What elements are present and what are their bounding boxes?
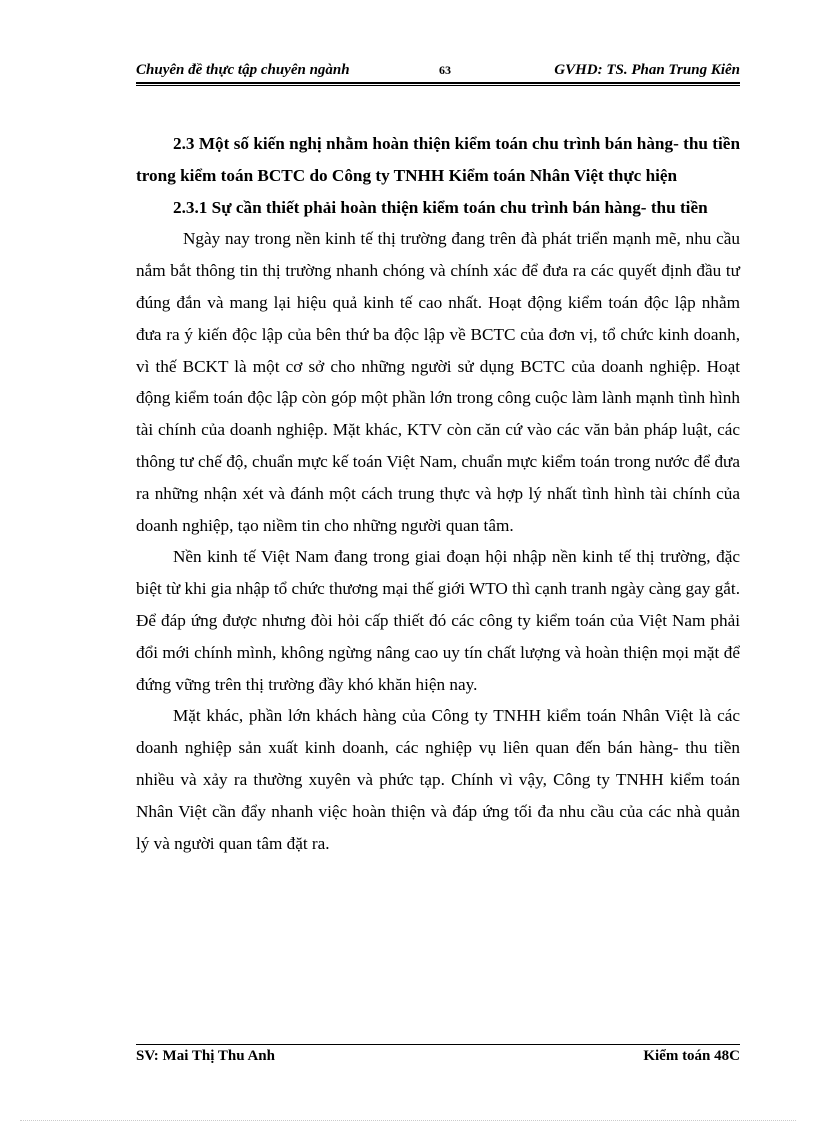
subsection-heading: 2.3.1 Sự cần thiết phải hoàn thiện kiểm toán chu trình bán hàng- thu tiền (173, 197, 708, 217)
header-supervisor: GVHD: TS. Phan Trung Kiên (554, 62, 740, 78)
header-divider-thin (136, 85, 740, 86)
footer-divider (136, 1044, 740, 1045)
page-bottom-edge (20, 1120, 796, 1121)
header-page-number: 63 (439, 63, 451, 77)
page-header (136, 60, 740, 82)
paragraph-1: Ngày nay trong nền kinh tế thị trường đang trên đà phát triển mạnh mẽ, nhu cầu nắm bắt thông tin thị trường nhanh chóng và chính xác để đưa ra các quyết định đầu tư đúng đắn và mang lại hiệu quả kinh tế cao nhất. Hoạt động kiểm toán độc lập nhằm đưa ra ý kiến độc lập của bên thứ ba độc lập về BCTC của đơn vị, tổ chức kinh doanh, vì thế BCKT là một cơ sở cho những người sử dụng BCTC của doanh nghiệp. Hoạt động kiểm toán độc lập còn góp một phần lớn trong công cuộc làm lành mạnh tình hình tài chính của doanh nghiệp. Mặt khác, KTV còn căn cứ vào các văn bản pháp luật, các thông tư chế độ, chuẩn mực kế toán Việt Nam, chuẩn mực kiểm toán trong nước để đưa ra những nhận xét và đánh một cách trung thực và hợp lý nhất tình hình tài chính của doanh nghiệp, tạo niềm tin cho những người quan tâm. (136, 229, 740, 535)
footer-class: Kiểm toán 48C (643, 1048, 740, 1064)
page-body (136, 128, 740, 859)
header-divider-thick (136, 82, 740, 84)
paragraph-2: Nền kinh tế Việt Nam đang trong giai đoạn hội nhập nền kinh tế thị trường, đặc biệt từ khi gia nhập tổ chức thương mại thế giới WTO thì cạnh tranh ngày càng gay gắt. Để đáp ứng được nhưng đòi hỏi cấp thiết đó các công ty kiểm toán của Việt Nam phải đổi mới chính mình, không ngừng nâng cao uy tín chất lượng và hoàn thiện mọi mặt để đứng vững trên thị trường đầy khó khăn hiện nay. (136, 547, 740, 694)
section-heading: 2.3 Một số kiến nghị nhằm hoàn thiện kiểm toán chu trình bán hàng- thu tiền trong kiểm toán BCTC do Công ty TNHH Kiểm toán Nhân Việt thực hiện (136, 134, 740, 185)
paragraph-3: Mặt khác, phần lớn khách hàng của Công ty TNHH kiểm toán Nhân Việt là các doanh nghiệp sản xuất kinh doanh, các nghiệp vụ liên quan đến bán hàng- thu tiền nhiều và xảy ra thường xuyên và phức tạp. Chính vì vậy, Công ty TNHH kiểm toán Nhân Việt cần đẩy nhanh việc hoàn thiện và đáp ứng tối đa nhu cầu của các nhà quản lý và người quan tâm đặt ra. (136, 706, 740, 853)
footer-student-name: SV: Mai Thị Thu Anh (136, 1048, 275, 1064)
header-document-title: Chuyên đề thực tập chuyên ngành (136, 62, 350, 78)
